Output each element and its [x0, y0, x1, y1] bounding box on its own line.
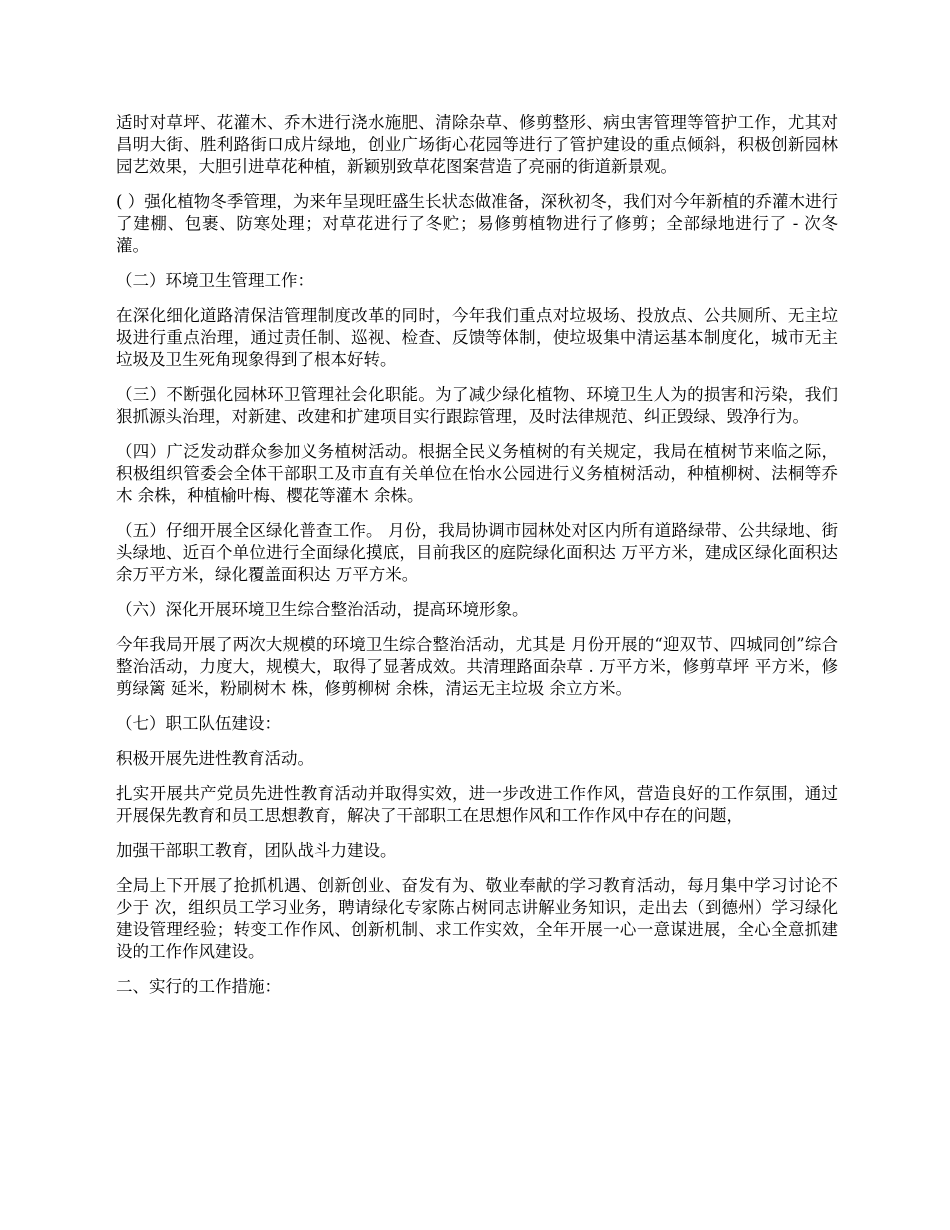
paragraph-party-education: 扎实开展共产党员先进性教育活动并取得实效，进一步改进工作作风，营造良好的工作氛围，通过开展保先教育和员工思想教育，解决了干部职工在思想作风和工作作风中存在的问题，	[116, 784, 838, 825]
paragraph-staff-education: 加强干部职工教育，团队战斗力建设。	[116, 841, 397, 860]
paragraph-socialization: （三）不断强化园林环卫管理社会化职能。为了减少绿化植物、环境卫生人为的损害和污染，我们狠抓源头治理，对新建、改建和扩建项目实行跟踪管理，及时法律规范、纠正毁绿、毁净行为。	[116, 385, 838, 426]
paragraph-environment-campaign: 今年我局开展了两次大规模的环境卫生综合整治活动，尤其是 月份开展的“迎双节、四城同创”综合整治活动，力度大，规模大，取得了显著成效。共清理路面杂草 . 万平方米，修剪草坪 平方米，修剪绿篱 延米，粉刷树木 株，修剪柳树 余株，清运无主垃圾 余立方米。	[116, 635, 838, 698]
paragraph-winter-management: ( ）强化植物冬季管理，为来年呈现旺盛生长状态做准备，深秋初冬，我们对今年新植的乔灌木进行了建棚、包裹、防寒处理；对草花进行了冬贮；易修剪植物进行了修剪；全部绿地进行了 - 次冬灌。	[116, 192, 838, 255]
heading-environment-campaign: （六）深化开展环境卫生综合整治活动，提高环境形象。	[116, 600, 529, 619]
heading-work-measures: 二、实行的工作措施：	[116, 977, 281, 996]
paragraph-advanced-education: 积极开展先进性教育活动。	[116, 749, 314, 768]
paragraph-maintenance: 适时对草坪、花灌木、乔木进行浇水施肥、清除杂草、修剪整形、病虫害管理等管护工作，尤其对昌明大街、胜利路街口成片绿地，创业广场街心花园等进行了管护建设的重点倾斜，积极创新园林园艺效果，大胆引进草花种植，新颖别致草花图案营造了亮丽的街道新景观。	[116, 113, 838, 176]
heading-sanitation: （二）环境卫生管理工作：	[116, 271, 314, 290]
paragraph-greening-survey: （五）仔细开展全区绿化普查工作。 月份，我局协调市园林处对区内所有道路绿带、公共绿地、街头绿地、近百个单位进行全面绿化摸底，目前我区的庭院绿化面积达 万平方米，建成区绿化面积达 余万平方米，绿化覆盖面积达 万平方米。	[116, 521, 838, 584]
paragraph-learning-activities: 全局上下开展了抢抓机遇、创新创业、奋发有为、敬业奉献的学习教育活动，每月集中学习讨论不少于 次，组织员工学习业务，聘请绿化专家陈占树同志讲解业务知识，走出去（到德州）学习绿化建设管理经验；转变工作作风、创新机制、求工作实效，全年开展一心一意谋进展，全心全意抓建设的工作作风建设。	[116, 876, 838, 961]
document-body	[116, 112, 838, 1011]
paragraph-sanitation: 在深化细化道路清保洁管理制度改革的同时，今年我们重点对垃圾场、投放点、公共厕所、无主垃圾进行重点治理，通过责任制、巡视、检查、反馈等体制，使垃圾集中清运基本制度化，城市无主垃圾及卫生死角现象得到了根本好转。	[116, 306, 838, 369]
paragraph-tree-planting: （四）广泛发动群众参加义务植树活动。根据全民义务植树的有关规定，我局在植树节来临之际，积极组织管委会全体干部职工及市直有关单位在怡水公园进行义务植树活动，种植柳树、法桐等乔木 余株，种植榆叶梅、樱花等灌木 余株。	[116, 442, 838, 505]
heading-staff-building: （七）职工队伍建设：	[116, 714, 281, 733]
